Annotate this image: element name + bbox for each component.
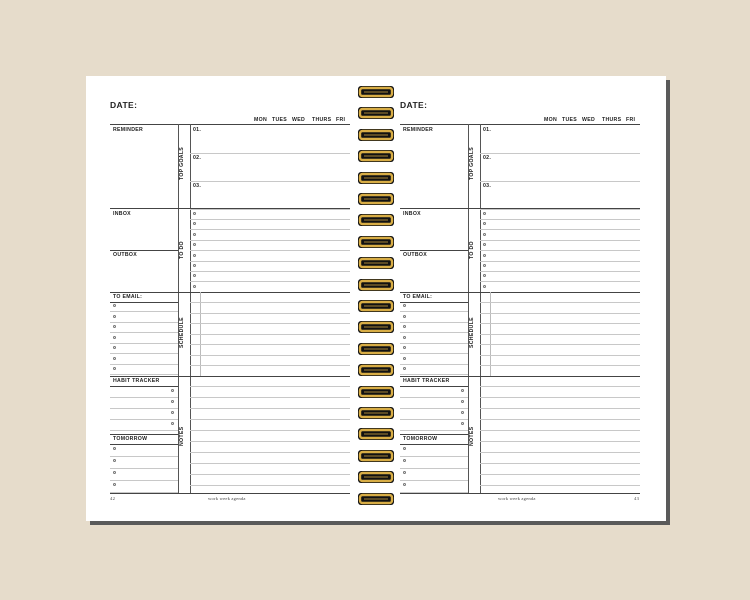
- spiral-ring: [356, 256, 396, 270]
- spiral-ring: [356, 128, 396, 142]
- rule-line: [110, 311, 178, 312]
- rule-line: [480, 229, 640, 230]
- rule-line: [480, 485, 640, 486]
- day-label: WED: [582, 117, 596, 123]
- label-top-goals: TOP GOALS: [179, 146, 185, 180]
- rule-line: [400, 444, 468, 445]
- checkbox-circle[interactable]: [483, 264, 486, 267]
- day-label: MON: [544, 117, 558, 123]
- checkbox-circle[interactable]: [403, 447, 406, 450]
- section-habit-tracker: HABIT TRACKER: [403, 378, 450, 384]
- footer-rule: [400, 493, 640, 494]
- day-label: FRI: [626, 117, 636, 123]
- rule-line: [468, 292, 640, 293]
- rule-line: [480, 463, 640, 464]
- rule-line: [178, 292, 350, 293]
- rule-line: [400, 292, 468, 293]
- rule-line: [190, 229, 350, 230]
- rule-line: [190, 181, 350, 182]
- day-label: TUES: [562, 117, 578, 123]
- spiral-ring: [356, 192, 396, 206]
- section-to-email: TO EMAIL:: [403, 294, 433, 300]
- rule-line: [178, 208, 350, 209]
- section-tomorrow: TOMORROW: [113, 436, 148, 442]
- rule-line: [110, 250, 178, 251]
- rule-line: [190, 261, 350, 262]
- checkbox-circle[interactable]: [403, 367, 406, 370]
- label-top-goals: TOP GOALS: [469, 146, 475, 180]
- checkbox-circle[interactable]: [113, 336, 116, 339]
- footer-title: work week agenda: [208, 496, 246, 501]
- day-label: THURS: [602, 117, 622, 123]
- checkbox-circle[interactable]: [113, 459, 116, 462]
- rule-line: [190, 408, 350, 409]
- rule-line: [190, 334, 350, 335]
- checkbox-circle[interactable]: [483, 233, 486, 236]
- checkbox-circle[interactable]: [461, 411, 464, 414]
- spiral-ring: [356, 299, 396, 313]
- spiral-ring: [356, 492, 396, 506]
- rule-line: [480, 181, 640, 182]
- rule-line: [190, 419, 350, 420]
- goal-number: 01.: [193, 127, 202, 133]
- checkbox-circle[interactable]: [171, 411, 174, 414]
- rule-line: [480, 323, 640, 324]
- date-label: DATE:: [400, 100, 428, 110]
- right-page: [376, 76, 666, 521]
- rule-line: [400, 374, 468, 375]
- rule-line: [110, 353, 178, 354]
- checkbox-circle[interactable]: [461, 422, 464, 425]
- rule-line: [110, 386, 178, 387]
- label-to-do: TO DO: [469, 241, 475, 259]
- checkbox-circle[interactable]: [171, 422, 174, 425]
- spiral-ring: [356, 171, 396, 185]
- goal-number: 03.: [193, 183, 202, 189]
- label-to-do: TO DO: [179, 241, 185, 259]
- spiral-ring: [356, 213, 396, 227]
- checkbox-circle[interactable]: [193, 212, 196, 215]
- checkbox-circle[interactable]: [193, 222, 196, 225]
- rule-line: [400, 397, 468, 398]
- label-notes: NOTES: [469, 426, 475, 446]
- rule-line: [400, 468, 468, 469]
- header-rule: [110, 124, 350, 125]
- spiral-ring: [356, 149, 396, 163]
- column-divider: [480, 124, 481, 493]
- rule-line: [480, 334, 640, 335]
- checkbox-circle[interactable]: [113, 471, 116, 474]
- rule-line: [110, 376, 178, 377]
- rule-line: [400, 386, 468, 387]
- checkbox-circle[interactable]: [113, 304, 116, 307]
- rule-line: [190, 281, 350, 282]
- section-habit-tracker: HABIT TRACKER: [113, 378, 160, 384]
- spiral-ring: [356, 363, 396, 377]
- rule-line: [480, 313, 640, 314]
- rule-line: [480, 474, 640, 475]
- rule-line: [110, 408, 178, 409]
- checkbox-circle[interactable]: [113, 357, 116, 360]
- rule-line: [480, 261, 640, 262]
- spiral-ring: [356, 85, 396, 99]
- checkbox-circle[interactable]: [483, 243, 486, 246]
- checkbox-circle[interactable]: [113, 367, 116, 370]
- checkbox-circle[interactable]: [403, 471, 406, 474]
- rule-line: [110, 456, 178, 457]
- rule-line: [190, 313, 350, 314]
- checkbox-circle[interactable]: [403, 357, 406, 360]
- rule-line: [190, 209, 350, 210]
- spiral-ring: [356, 278, 396, 292]
- rule-line: [400, 376, 468, 377]
- checkbox-circle[interactable]: [113, 346, 116, 349]
- rule-line: [400, 302, 468, 303]
- rule-line: [400, 208, 468, 209]
- rule-line: [480, 302, 640, 303]
- rule-line: [190, 452, 350, 453]
- rule-line: [110, 364, 178, 365]
- rule-line: [480, 441, 640, 442]
- rule-line: [480, 271, 640, 272]
- rule-line: [480, 219, 640, 220]
- rule-line: [400, 480, 468, 481]
- checkbox-circle[interactable]: [483, 274, 486, 277]
- checkbox-circle[interactable]: [483, 222, 486, 225]
- checkbox-circle[interactable]: [193, 285, 196, 288]
- checkbox-circle[interactable]: [193, 264, 196, 267]
- day-label: TUES: [272, 117, 288, 123]
- rule-line: [110, 343, 178, 344]
- rule-line: [400, 322, 468, 323]
- rule-line: [190, 302, 350, 303]
- rule-line: [190, 474, 350, 475]
- rule-line: [400, 250, 468, 251]
- checkbox-circle[interactable]: [193, 274, 196, 277]
- rule-line: [480, 430, 640, 431]
- rule-line: [480, 281, 640, 282]
- rule-line: [110, 434, 178, 435]
- rule-line: [110, 208, 178, 209]
- rule-line: [110, 332, 178, 333]
- spiral-ring: [356, 385, 396, 399]
- rule-line: [400, 430, 468, 431]
- rule-line: [480, 355, 640, 356]
- rule-line: [110, 397, 178, 398]
- section-outbox: OUTBOX: [113, 252, 137, 258]
- rule-line: [190, 344, 350, 345]
- rule-line: [480, 153, 640, 154]
- rule-line: [480, 344, 640, 345]
- day-label: MON: [254, 117, 268, 123]
- rule-line: [480, 419, 640, 420]
- rule-line: [190, 250, 350, 251]
- rule-line: [190, 323, 350, 324]
- checkbox-circle[interactable]: [403, 336, 406, 339]
- checkbox-circle[interactable]: [193, 243, 196, 246]
- rule-line: [178, 376, 350, 377]
- section-reminder: REMINDER: [403, 127, 434, 133]
- page-number: 42: [110, 496, 116, 501]
- rule-line: [190, 365, 350, 366]
- checkbox-circle[interactable]: [171, 389, 174, 392]
- checkbox-circle[interactable]: [403, 346, 406, 349]
- rule-line: [400, 419, 468, 420]
- rule-line: [480, 240, 640, 241]
- footer-rule: [110, 493, 350, 494]
- rule-line: [400, 332, 468, 333]
- goal-number: 02.: [193, 155, 202, 161]
- rule-line: [190, 271, 350, 272]
- rule-line: [190, 463, 350, 464]
- rule-line: [400, 364, 468, 365]
- rule-line: [190, 219, 350, 220]
- section-reminder: REMINDER: [113, 127, 144, 133]
- spiral-ring: [356, 470, 396, 484]
- spiral-ring: [356, 320, 396, 334]
- checkbox-circle[interactable]: [403, 315, 406, 318]
- rule-line: [400, 434, 468, 435]
- rule-line: [190, 397, 350, 398]
- rule-line: [190, 441, 350, 442]
- checkbox-circle[interactable]: [461, 389, 464, 392]
- section-inbox: INBOX: [403, 211, 421, 217]
- spiral-ring: [356, 449, 396, 463]
- rule-line: [110, 480, 178, 481]
- rule-line: [480, 250, 640, 251]
- checkbox-circle[interactable]: [483, 254, 486, 257]
- rule-line: [400, 456, 468, 457]
- section-to-email: TO EMAIL:: [113, 294, 143, 300]
- rule-line: [110, 302, 178, 303]
- rule-line: [480, 365, 640, 366]
- goal-number: 02.: [483, 155, 492, 161]
- rule-line: [110, 322, 178, 323]
- label-notes: NOTES: [179, 426, 185, 446]
- rule-line: [190, 485, 350, 486]
- rule-line: [190, 430, 350, 431]
- column-divider: [190, 124, 191, 493]
- rule-line: [400, 408, 468, 409]
- day-label: FRI: [336, 117, 346, 123]
- rule-line: [480, 397, 640, 398]
- spiral-ring: [356, 106, 396, 120]
- rule-line: [468, 208, 640, 209]
- date-label: DATE:: [110, 100, 138, 110]
- rule-line: [400, 353, 468, 354]
- section-inbox: INBOX: [113, 211, 131, 217]
- checkbox-circle[interactable]: [483, 212, 486, 215]
- checkbox-circle[interactable]: [403, 304, 406, 307]
- rule-line: [110, 430, 178, 431]
- rule-line: [400, 343, 468, 344]
- checkbox-circle[interactable]: [171, 400, 174, 403]
- checkbox-circle[interactable]: [461, 400, 464, 403]
- rule-line: [480, 386, 640, 387]
- checkbox-circle[interactable]: [113, 315, 116, 318]
- page-number: 43: [634, 496, 640, 501]
- left-page: [86, 76, 376, 521]
- day-label: WED: [292, 117, 306, 123]
- goal-number: 03.: [483, 183, 492, 189]
- spiral-ring: [356, 235, 396, 249]
- checkbox-circle[interactable]: [403, 325, 406, 328]
- label-schedule: SCHEDULE: [179, 317, 185, 348]
- rule-line: [110, 444, 178, 445]
- checkbox-circle[interactable]: [193, 254, 196, 257]
- rule-line: [110, 374, 178, 375]
- rule-line: [190, 240, 350, 241]
- checkbox-circle[interactable]: [403, 459, 406, 462]
- rule-line: [110, 468, 178, 469]
- checkbox-circle[interactable]: [113, 447, 116, 450]
- spiral-ring: [356, 406, 396, 420]
- rule-line: [110, 292, 178, 293]
- rule-line: [480, 452, 640, 453]
- rule-line: [480, 408, 640, 409]
- rule-line: [468, 376, 640, 377]
- checkbox-circle[interactable]: [483, 285, 486, 288]
- rule-line: [190, 355, 350, 356]
- section-outbox: OUTBOX: [403, 252, 427, 258]
- goal-number: 01.: [483, 127, 492, 133]
- header-rule: [400, 124, 640, 125]
- rule-line: [480, 209, 640, 210]
- checkbox-circle[interactable]: [113, 483, 116, 486]
- footer-title: work week agenda: [498, 496, 536, 501]
- rule-line: [110, 419, 178, 420]
- checkbox-circle[interactable]: [113, 325, 116, 328]
- checkbox-circle[interactable]: [403, 483, 406, 486]
- spiral-ring: [356, 427, 396, 441]
- section-tomorrow: TOMORROW: [403, 436, 438, 442]
- rule-line: [190, 153, 350, 154]
- rule-line: [400, 311, 468, 312]
- label-schedule: SCHEDULE: [469, 317, 475, 348]
- rule-line: [190, 386, 350, 387]
- checkbox-circle[interactable]: [193, 233, 196, 236]
- day-label: THURS: [312, 117, 332, 123]
- spiral-ring: [356, 342, 396, 356]
